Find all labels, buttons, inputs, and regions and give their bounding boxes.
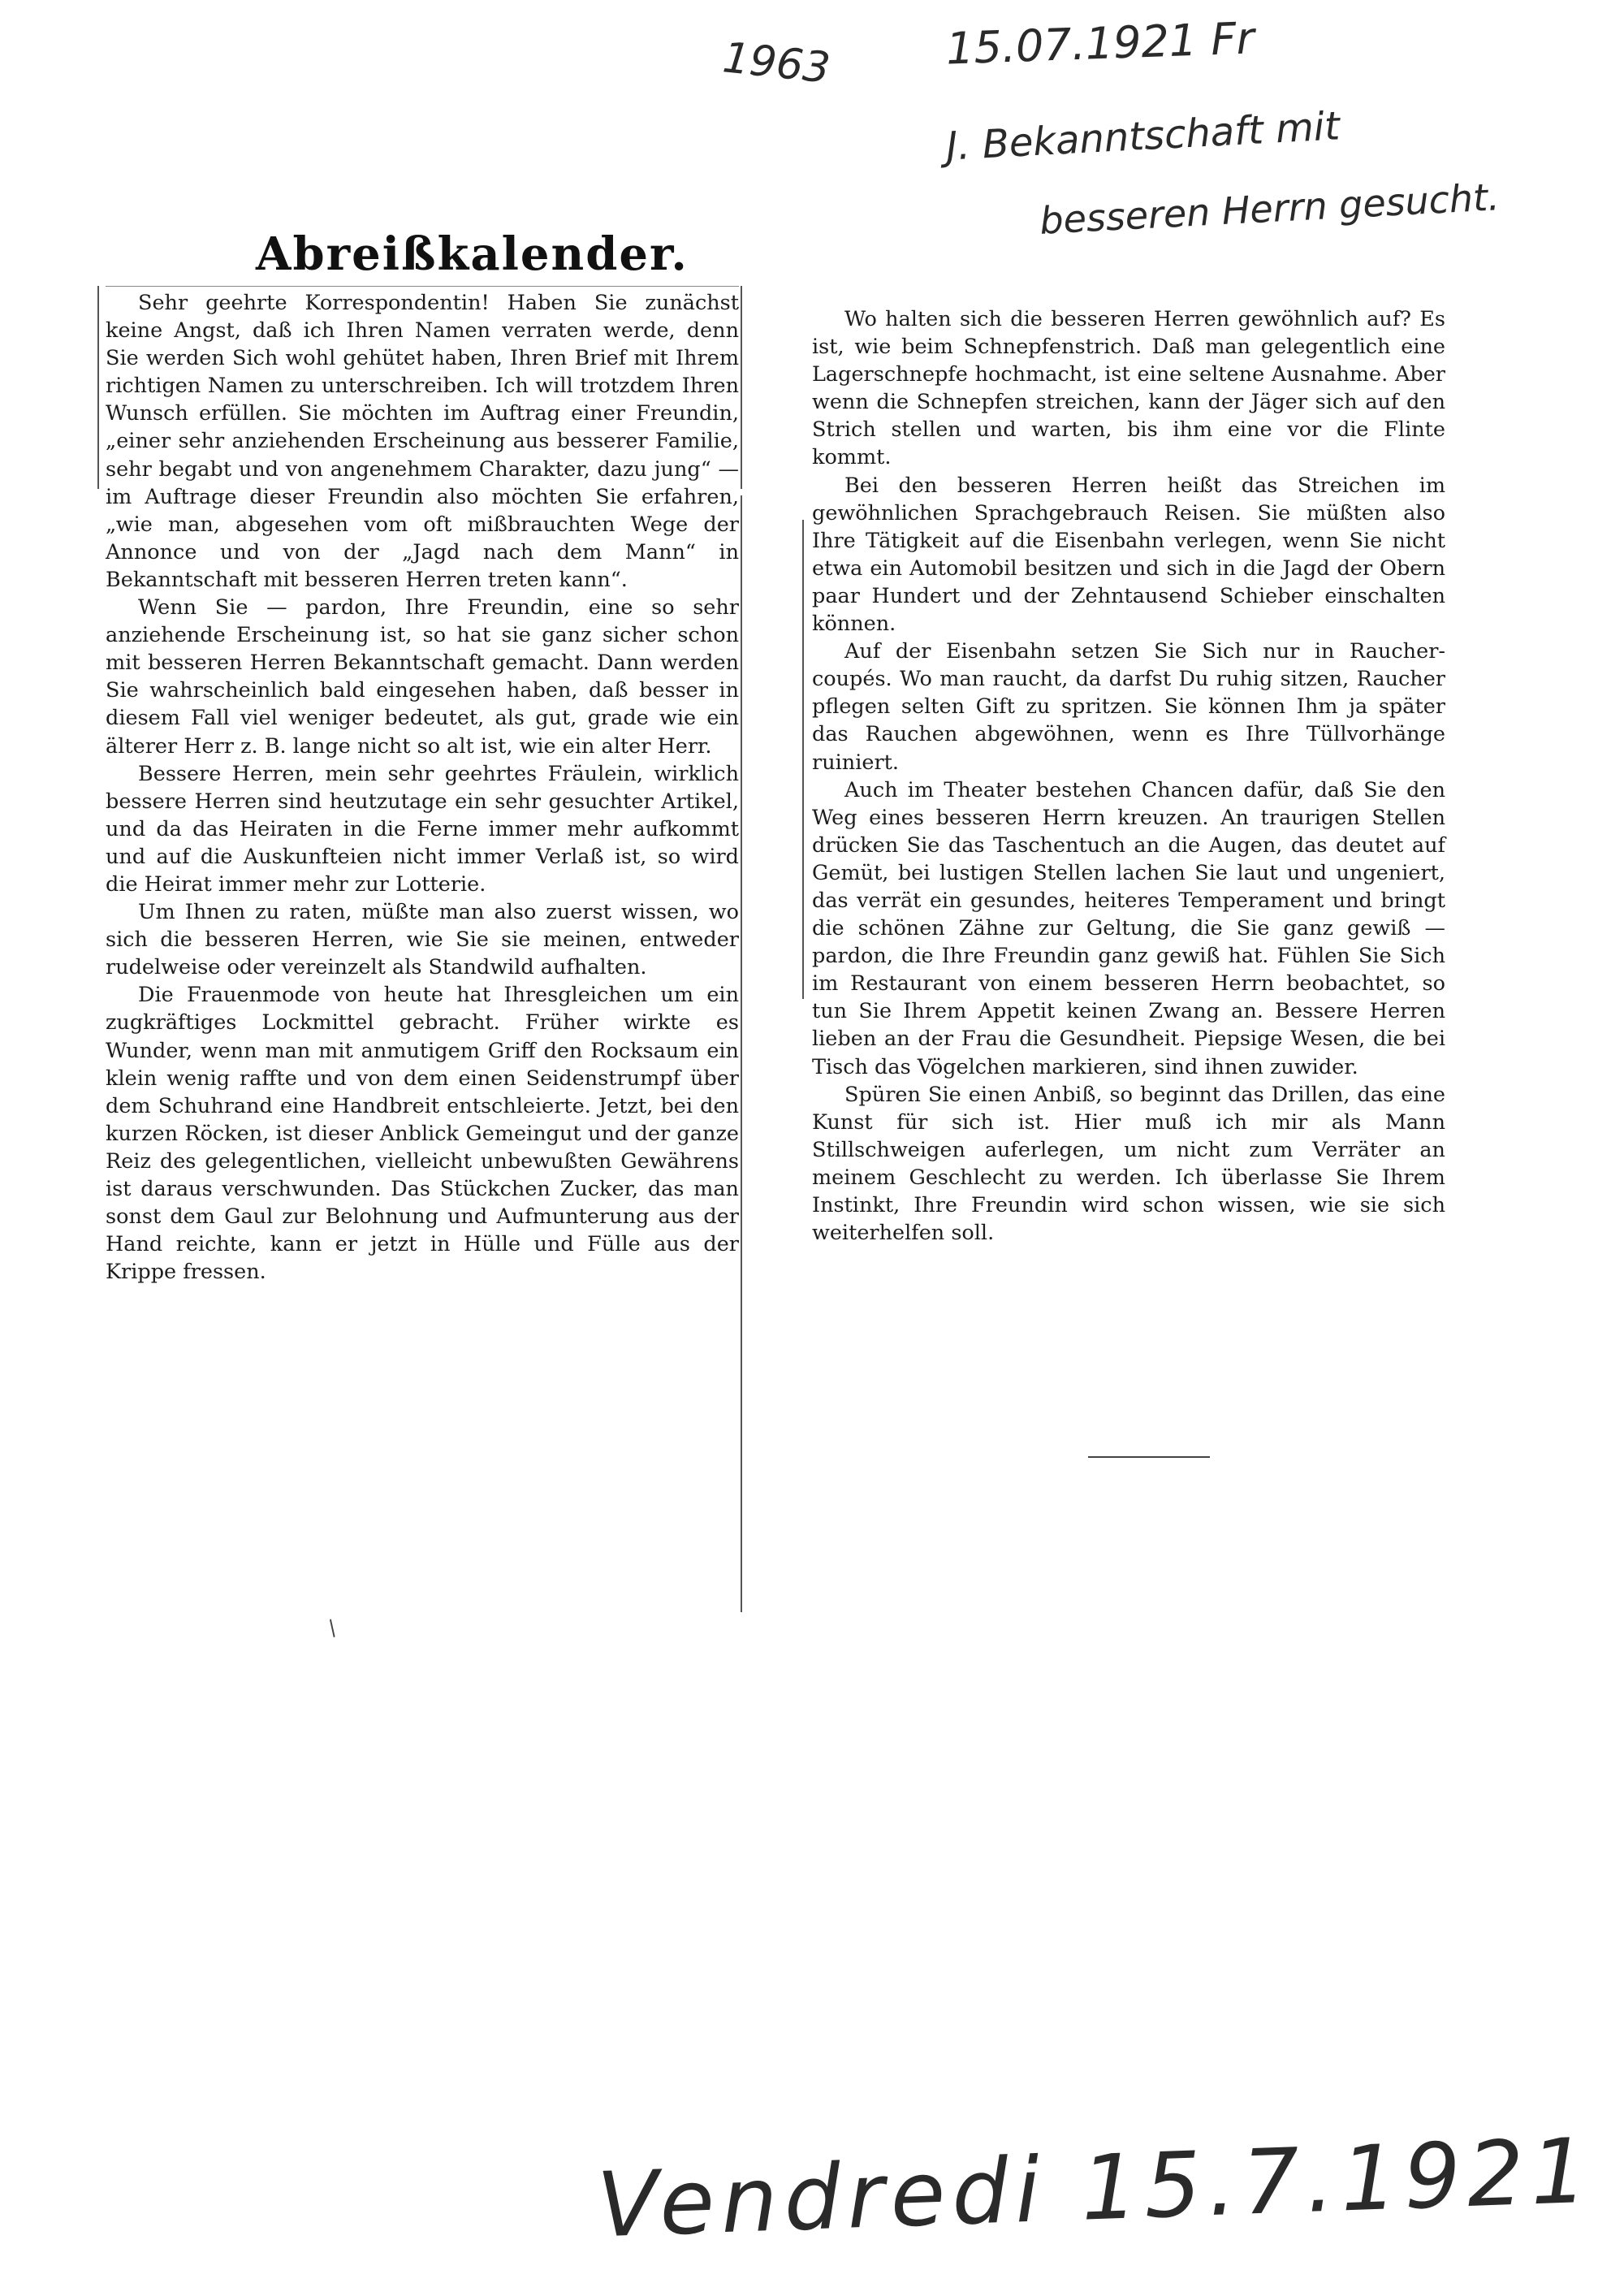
right-paragraph-5: Spüren Sie einen Anbiß, so beginnt das Drillen, das eine Kunst für sich ist. Hier muß ich mir als Mann Stillschweigen auferlegen, um nicht zum Verräter an meinem Geschlecht zu werden. Ich überlasse Sie Ihrem Instinkt, Ihre Freundin wird schon wissen, wie sie sich weiterhelfen soll. — [812, 1082, 1445, 1246]
left-paragraph-4: Um Ihnen zu raten, müßte man also zuerst wissen, wo sich die besseren Herren, wie Sie sie meinen, entweder rudelweise oder vereinzelt als Standwild aufhalten. — [106, 900, 739, 980]
right-paragraph-1: Wo halten sich die besseren Herren gewöhnlich auf? Es ist, wie beim Schnepfenstrich. Daß man gelegentlich eine Lagerschnepfe hochmacht, ist eine seltene Ausnahme. Aber wenn die Schnepfen streichen, kann der Jäger sich auf den Strich stellen und warten, bis ihm eine vor die Flinte kommt. — [812, 307, 1445, 470]
article-headline: Abreißkalender. — [256, 227, 689, 281]
article-end-rule — [1088, 1456, 1210, 1458]
left-paragraph-2: Wenn Sie — pardon, Ihre Freundin, eine so sehr anziehende Erscheinung ist, so hat sie ganz sicher schon mit besseren Herren Bekanntschaft gemacht. Dann werden Sie wahrscheinlich bald eingesehen haben, daß besser in diesem Fall viel weniger bedeutet, als gut, grade wie ein älterer Herr z. B. lange nicht so alt ist, wie ein alter Herr. — [106, 595, 739, 759]
left-column-outer-rule — [97, 286, 99, 489]
left-paragraph-5: Die Frauenmode von heute hat Ihresgleichen um ein zugkräftiges Lockmittel gebracht. Früher wirkte es Wunder, wenn man mit anmutigem Griff den Rocksaum ein klein wenig raffte und von dem einen Seidenstrumpf über dem Schuhrand eine Handbreit entschleierte. Jetzt, bei den kurzen Röcken, ist dieser Anblick Gemeingut und der ganze Reiz des gelegentlichen, vielleicht unbewußten Gewährens ist daraus verschwunden. Das Stückchen Zucker, das man sonst dem Gaul zur Belohnung und Aufmunterung aus der Hand reichte, kann er jetzt in Hülle und Fülle aus der Krippe fressen. — [106, 983, 739, 1285]
stray-pen-mark: / — [323, 1615, 342, 1641]
right-paragraph-4: Auch im Theater bestehen Chancen dafür, daß Sie den Weg eines besseren Herrn kreuzen. An traurigen Stellen drücken Sie das Taschentuch an die Augen, das deutet auf Gemüt, bei lustigen Stellen lachen Sie laut und ungeniert, das verrät ein gesundes, heiteres Temperament und bringt die schönen Zähne zur Geltung, die Sie ganz gewiß — pardon, die Ihre Freundin ganz gewiß hat. Fühlen Sie Sich im Restaurant von einem besseren Herrn beobachtet, so tun Sie Ihrem Appetit keinen Zwang an. Bessere Herren lieben an der Frau die Gesundheit. Piepsige Wesen, die bei Tisch das Vögelchen markieren, sind ihnen zuwider. — [812, 777, 1445, 1079]
article-right-column — [812, 305, 1445, 1247]
column-top-rule — [106, 286, 739, 287]
handwritten-date-top: 15.07.1921 Fr — [945, 12, 1255, 75]
left-column-inner-rule — [741, 495, 742, 1612]
right-column-outer-rule — [802, 520, 804, 999]
left-column-inner-rule-top — [741, 286, 742, 489]
article-left-column — [106, 289, 739, 1286]
left-paragraph-3: Bessere Herren, mein sehr geehrtes Fräulein, wirklich bessere Herren sind heutzutage ein sehr gesuchter Artikel, und da das Heiraten in die Ferne immer mehr aufkommt und auf die Auskunfteien nicht immer Verlaß ist, so wird die Heirat immer mehr zur Lotterie. — [106, 761, 739, 897]
right-paragraph-2: Bei den besseren Herren heißt das Streichen im gewöhnlichen Sprachgebrauch Reisen. Sie müßten also Ihre Tätigkeit auf die Eisenbahn verlegen, wenn Sie nicht etwa ein Automobil besitzen und sich in die Jagd der Obern paar Hundert und der Zehntausend Schieber einschalten können. — [812, 473, 1445, 637]
handwritten-note-line-2: besseren Herrn gesucht. — [1038, 175, 1501, 243]
right-paragraph-3: Auf der Eisenbahn setzen Sie Sich nur in Raucher-coupés. Wo man raucht, da darfst Du ruhig sitzen, Raucher pflegen selten Gift zu spritzen. Sie können Ihm ja später das Rauchen abgewöhnen, wenn es Ihre Tüllvorhänge ruiniert. — [812, 639, 1445, 775]
handwritten-date-bottom: Vendredi 15.7.1921 — [595, 2118, 1596, 2258]
handwritten-archive-number: 1963 — [720, 33, 833, 93]
handwritten-note-line-1: J. Bekanntschaft mit — [944, 103, 1341, 170]
left-paragraph-1: Sehr geehrte Korrespondentin! Haben Sie zunächst keine Angst, daß ich Ihren Namen verraten werde, denn Sie werden Sich wohl gehütet haben, Ihren Brief mit Ihrem richtigen Namen zu unterschreiben. Ich will trotzdem Ihren Wunsch erfüllen. Sie möchten im Auftrag einer Freundin, „einer sehr anziehenden Erscheinung aus besserer Familie, sehr begabt und von angenehmem Charakter, dazu jung“ — im Auftrage dieser Freundin also möchten Sie erfahren, „wie man, abgesehen vom oft mißbrauchten Wege der Annonce und von der „Jagd nach dem Mann“ in Bekanntschaft mit besseren Herren treten kann“. — [106, 291, 739, 592]
